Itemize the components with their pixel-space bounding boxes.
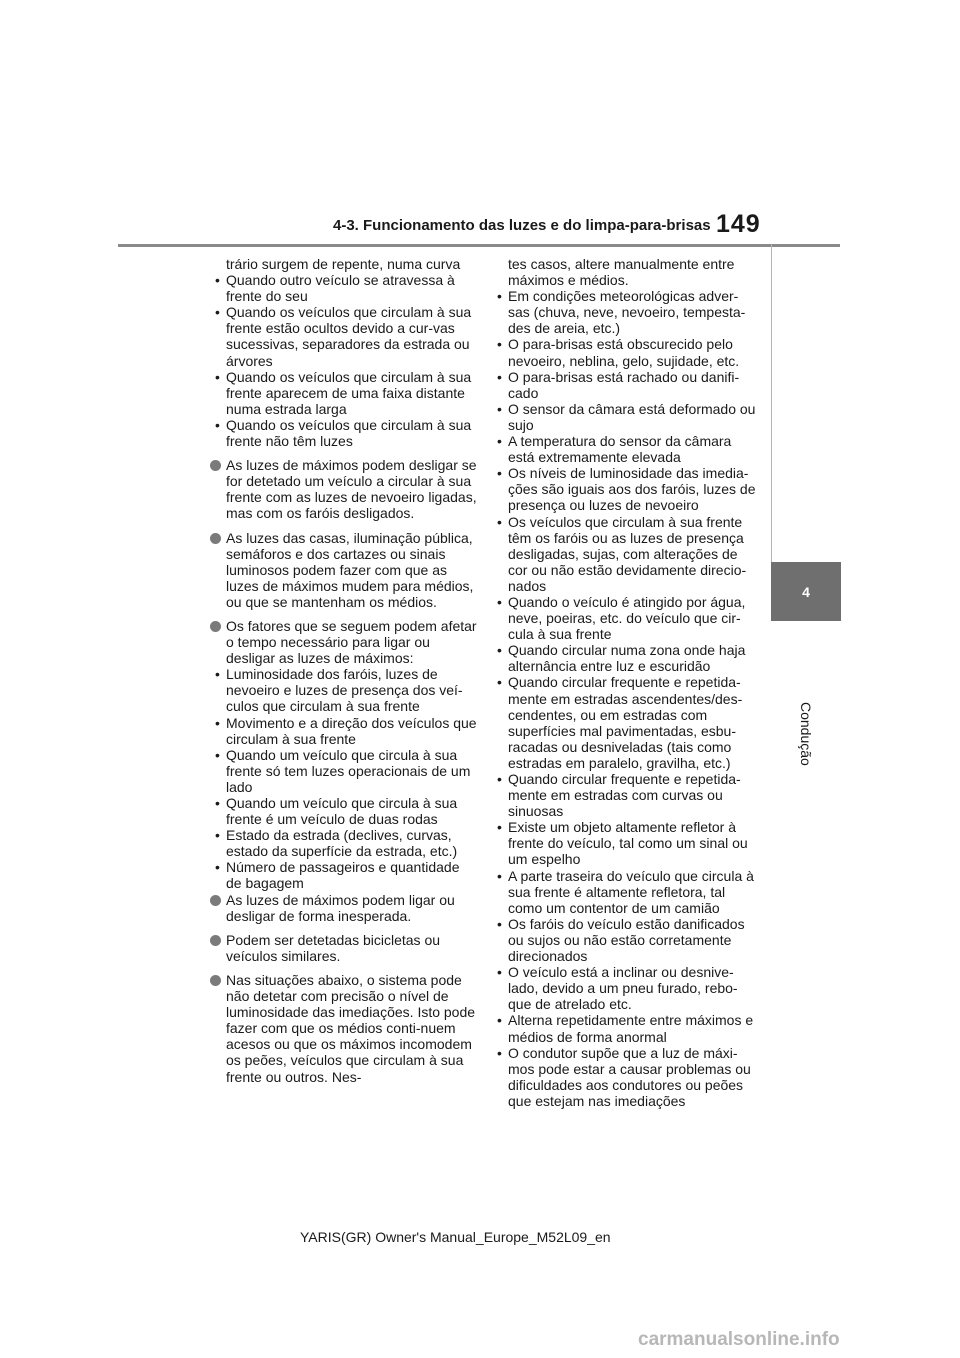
list-item: • Quando circular frequente e repetida-mente em estradas com curvas ou sinuosas bbox=[492, 771, 760, 819]
chapter-name: Condução bbox=[798, 702, 814, 766]
chapter-tab bbox=[771, 562, 841, 621]
list-item: • A temperatura do sensor da câmara está extremamente elevada bbox=[492, 433, 760, 465]
bullet-dot-icon bbox=[210, 935, 221, 946]
list-item: • Quando o veículo é atingido por água, neve, poeiras, etc. do veículo que cir-cula à sua frente bbox=[492, 594, 760, 642]
bullet-dot-icon bbox=[210, 533, 221, 544]
list-item: • Estado da estrada (declives, curvas, estado da superfície da estrada, etc.) bbox=[210, 827, 478, 859]
list-item: • Quando circular numa zona onde haja alternância entre luz e escuridão bbox=[492, 642, 760, 674]
bullet-text: As luzes de máximos podem desligar se for detetado um veículo a circular à sua frente com as luzes de nevoeiro ligadas, mas com os faróis desligados. bbox=[226, 457, 477, 522]
list-item: • Quando os veículos que circulam à sua frente não têm luzes bbox=[210, 417, 478, 449]
list-item: • Alterna repetidamente entre máximos e médios de forma anormal bbox=[492, 1012, 760, 1044]
list-item: • Movimento e a direção dos veículos que circulam à sua frente bbox=[210, 715, 478, 747]
right-column bbox=[492, 256, 760, 1109]
intro-continuation: trário surgem de repente, numa curva bbox=[226, 256, 461, 272]
bullet-text: Nas situações abaixo, o sistema pode não detetar com precisão o nível de luminosidade das imediações. Isto pode fazer com que os médios conti-nuem acesos ou que os máximos incomodem os peões, veículos que circulam à sua frente ou outros. Nes- bbox=[226, 971, 476, 1085]
bullet-text: Os fatores que se seguem podem afetar o tempo necessário para ligar ou desligar as luzes de máximos: bbox=[226, 617, 477, 667]
situations-list bbox=[492, 288, 760, 1109]
list-item: • Os níveis de luminosidade das imedia-ções são iguais aos dos faróis, luzes de presença ou luzes de nevoeiro bbox=[492, 465, 760, 513]
chapter-number: 4 bbox=[802, 583, 810, 600]
section-title: 4-3. Funcionamento das luzes e do limpa-para-brisas bbox=[333, 217, 711, 234]
bullet-paragraph bbox=[210, 972, 478, 1085]
header-divider bbox=[118, 244, 840, 247]
list-item: • Quando os veículos que circulam à sua frente aparecem de uma faixa distante numa estrada larga bbox=[210, 369, 478, 417]
footer-manual-id: YARIS(GR) Owner's Manual_Europe_M52L09_en bbox=[300, 1229, 611, 1245]
bullet-dot-icon bbox=[210, 895, 221, 906]
intro-list bbox=[210, 272, 478, 449]
list-item: • O sensor da câmara está deformado ou sujo bbox=[492, 401, 760, 433]
list-item: • O para-brisas está rachado ou danifi-cado bbox=[492, 369, 760, 401]
list-item: • Quando circular frequente e repetida-mente em estradas ascendentes/des-cendentes, ou em estradas com superfícies mal pavimentadas, esbu-racadas ou desniveladas (tais como estradas em paralelo, gravilha, etc.) bbox=[492, 674, 760, 771]
watermark: carmanualsonline.info bbox=[638, 1329, 840, 1350]
list-item: • Quando um veículo que circula à sua frente é um veículo de duas rodas bbox=[210, 795, 478, 827]
list-item: • Número de passageiros e quantidade de bagagem bbox=[210, 859, 478, 891]
list-item: • Luminosidade dos faróis, luzes de nevoeiro e luzes de presença dos veí-culos que circulam à sua frente bbox=[210, 666, 478, 714]
bullet-paragraph bbox=[210, 932, 478, 964]
bullet-dot-icon bbox=[210, 975, 221, 986]
bullet-paragraph bbox=[210, 892, 478, 924]
left-column bbox=[210, 256, 478, 1093]
factors-list bbox=[210, 666, 478, 891]
bullet-dot-icon bbox=[210, 621, 221, 632]
bullet-paragraph bbox=[210, 618, 478, 666]
column-continuation: tes casos, altere manualmente entre máximos e médios. bbox=[508, 256, 735, 289]
list-item: • Existe um objeto altamente refletor à frente do veículo, tal como um sinal ou um espelho bbox=[492, 819, 760, 867]
bullet-paragraph bbox=[210, 530, 478, 610]
chapter-label bbox=[796, 664, 816, 766]
list-item: • O condutor supõe que a luz de máxi-mos pode estar a causar problemas ou dificuldades aos condutores ou peões que estejam nas imediações bbox=[492, 1045, 760, 1109]
bullet-text: Podem ser detetadas bicicletas ou veículos similares. bbox=[226, 931, 441, 964]
bullet-text: As luzes das casas, iluminação pública, semáforos e dos cartazes ou sinais luminosos podem fazer com que as luzes de máximos mudem para médios, ou que se mantenham os médios. bbox=[226, 529, 474, 610]
list-item: • Em condições meteorológicas adver-sas (chuva, neve, nevoeiro, tempesta-des de areia, etc.) bbox=[492, 288, 760, 336]
page-number: 149 bbox=[716, 210, 761, 238]
list-item: • A parte traseira do veículo que circula à sua frente é altamente refletora, tal como um contentor de um camião bbox=[492, 868, 760, 916]
bullet-dot-icon bbox=[210, 460, 221, 471]
bullet-text: As luzes de máximos podem ligar ou desligar de forma inesperada. bbox=[226, 891, 455, 924]
list-item: • O para-brisas está obscurecido pelo nevoeiro, neblina, gelo, sujidade, etc. bbox=[492, 336, 760, 368]
bullet-paragraph bbox=[210, 457, 478, 521]
list-item: • Quando os veículos que circulam à sua frente estão ocultos devido a cur-vas sucessivas, separadores da estrada ou árvores bbox=[210, 304, 478, 368]
list-item: • Quando outro veículo se atravessa à frente do seu bbox=[210, 272, 478, 304]
list-item: • Os veículos que circulam à sua frente têm os faróis ou as luzes de presença desligadas, sujas, com alterações de cor ou não estão devidamente direcio-nados bbox=[492, 514, 760, 594]
list-item: • Os faróis do veículo estão danificados ou sujos ou não estão corretamente direcionados bbox=[492, 916, 760, 964]
side-divider bbox=[771, 244, 772, 562]
list-item: • Quando um veículo que circula à sua frente só tem luzes operacionais de um lado bbox=[210, 747, 478, 795]
list-item: • O veículo está a inclinar ou desnive-lado, devido a um pneu furado, rebo-que de atrelado etc. bbox=[492, 964, 760, 1012]
